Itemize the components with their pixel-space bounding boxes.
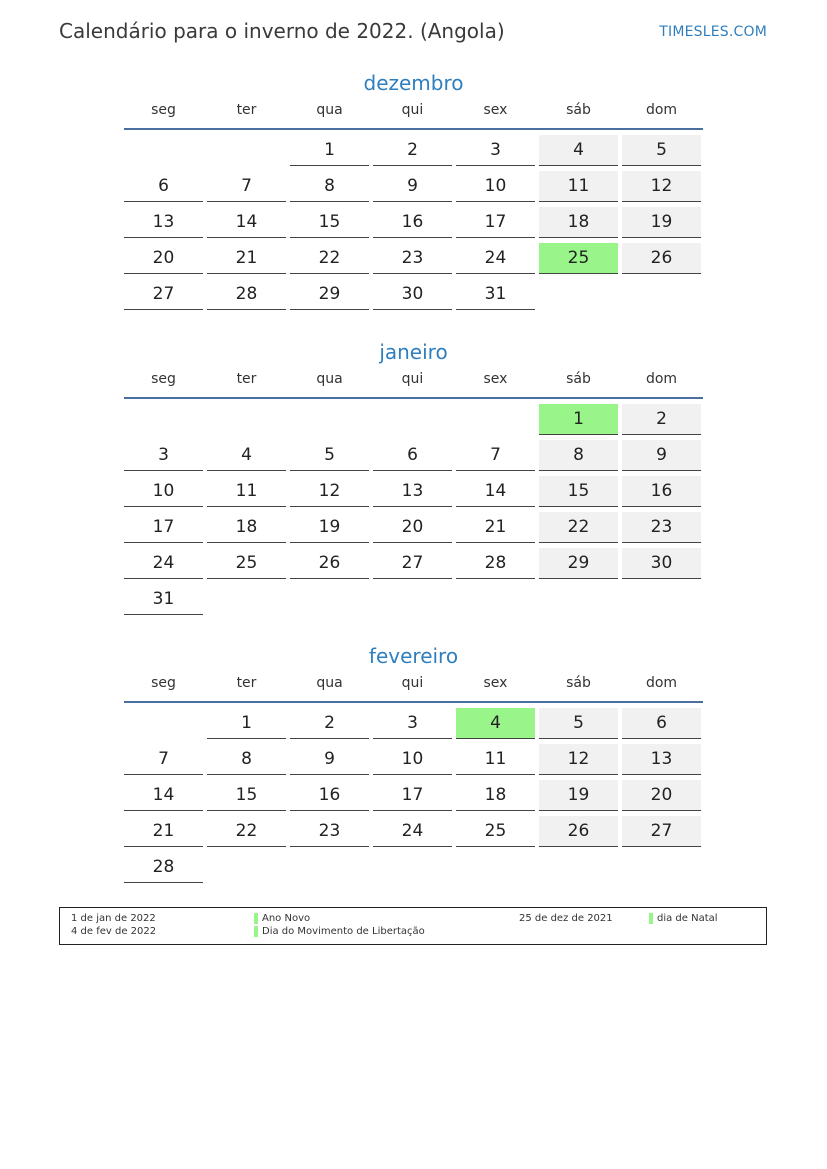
- day-cell: 9: [290, 744, 369, 775]
- week-row: [124, 548, 703, 584]
- weekday-label: seg: [151, 102, 176, 118]
- weekday-label: qui: [401, 371, 424, 387]
- weekday-label: sex: [483, 102, 508, 118]
- empty-cell: [456, 404, 535, 435]
- day-cell: 29: [290, 279, 369, 310]
- day-cell: 18: [207, 512, 286, 543]
- weekend-day-cell: 15: [539, 476, 618, 507]
- weekend-day-cell: 20: [622, 780, 701, 811]
- week-row: [124, 744, 703, 780]
- day-cell: 16: [290, 780, 369, 811]
- weekend-day-cell: 26: [539, 816, 618, 847]
- day-cell: 30: [373, 279, 452, 310]
- week-row: [124, 135, 703, 171]
- weekend-day-cell: 12: [539, 744, 618, 775]
- holiday-marker: [254, 926, 258, 937]
- day-cell: 31: [124, 584, 203, 615]
- weekday-label: ter: [236, 371, 257, 387]
- day-cell: 25: [456, 816, 535, 847]
- holiday-day-cell: 25: [539, 243, 618, 274]
- weekday-label: qua: [316, 371, 343, 387]
- weekend-day-cell: 8: [539, 440, 618, 471]
- week-row: [124, 476, 703, 512]
- empty-cell: [124, 135, 203, 166]
- day-cell: 14: [207, 207, 286, 238]
- weekday-header: [124, 102, 703, 128]
- legend-date: 1 de jan de 2022: [71, 913, 156, 924]
- empty-cell: [290, 584, 369, 615]
- day-cell: 13: [124, 207, 203, 238]
- day-cell: 3: [124, 440, 203, 471]
- empty-cell: [124, 708, 203, 739]
- weekday-label: ter: [236, 675, 257, 691]
- weekday-label: qua: [316, 675, 343, 691]
- week-row: [124, 243, 703, 279]
- header-rule: [124, 128, 703, 130]
- week-row: [124, 816, 703, 852]
- day-cell: 20: [373, 512, 452, 543]
- weekend-day-cell: 26: [622, 243, 701, 274]
- day-cell: 20: [124, 243, 203, 274]
- weekend-day-cell: 5: [539, 708, 618, 739]
- weekend-day-cell: 16: [622, 476, 701, 507]
- day-cell: 10: [124, 476, 203, 507]
- week-row: [124, 404, 703, 440]
- day-cell: 25: [207, 548, 286, 579]
- weekend-day-cell: 23: [622, 512, 701, 543]
- month-calendar-january: [124, 337, 703, 620]
- day-cell: 1: [207, 708, 286, 739]
- weekend-day-cell: 18: [539, 207, 618, 238]
- week-row: [124, 780, 703, 816]
- holiday-legend: [59, 907, 767, 945]
- empty-cell: [290, 404, 369, 435]
- month-title: dezembro: [363, 71, 464, 95]
- holiday-day-cell: 4: [456, 708, 535, 739]
- day-cell: 2: [290, 708, 369, 739]
- day-cell: 9: [373, 171, 452, 202]
- empty-cell: [207, 584, 286, 615]
- day-cell: 6: [124, 171, 203, 202]
- weekday-label: sáb: [566, 371, 591, 387]
- weekend-day-cell: 6: [622, 708, 701, 739]
- day-cell: 7: [207, 171, 286, 202]
- weekday-label: dom: [645, 102, 678, 118]
- day-cell: 1: [290, 135, 369, 166]
- day-cell: 15: [290, 207, 369, 238]
- day-cell: 21: [124, 816, 203, 847]
- weekday-label: qui: [401, 675, 424, 691]
- weekday-label: qua: [316, 102, 343, 118]
- weekday-label: dom: [645, 675, 678, 691]
- weekday-label: qui: [401, 102, 424, 118]
- header-rule: [124, 397, 703, 399]
- day-cell: 22: [207, 816, 286, 847]
- holiday-day-cell: 1: [539, 404, 618, 435]
- day-cell: 8: [207, 744, 286, 775]
- holiday-marker: [254, 913, 258, 924]
- week-row: [124, 171, 703, 207]
- day-cell: 17: [124, 512, 203, 543]
- empty-cell: [373, 404, 452, 435]
- day-cell: 12: [290, 476, 369, 507]
- day-cell: 10: [373, 744, 452, 775]
- weekday-label: sex: [483, 675, 508, 691]
- day-cell: 11: [456, 744, 535, 775]
- day-cell: 22: [290, 243, 369, 274]
- legend-date: 25 de dez de 2021: [519, 913, 613, 924]
- legend-date: 4 de fev de 2022: [71, 926, 157, 937]
- empty-cell: [539, 852, 618, 883]
- page-title: Calendário para o inverno de 2022. (Angola): [59, 19, 505, 43]
- day-cell: 19: [290, 512, 369, 543]
- header-rule: [124, 701, 703, 703]
- day-cell: 21: [207, 243, 286, 274]
- weekday-label: seg: [151, 371, 176, 387]
- month-title: janeiro: [379, 340, 448, 364]
- weekend-day-cell: 11: [539, 171, 618, 202]
- day-cell: 3: [373, 708, 452, 739]
- empty-cell: [456, 584, 535, 615]
- day-cell: 11: [207, 476, 286, 507]
- weekend-day-cell: 12: [622, 171, 701, 202]
- legend-holiday-name: dia de Natal: [657, 913, 718, 924]
- week-row: [124, 279, 703, 315]
- weekend-day-cell: 13: [622, 744, 701, 775]
- weekday-label: dom: [645, 371, 678, 387]
- week-row: [124, 440, 703, 476]
- day-cell: 21: [456, 512, 535, 543]
- month-calendar-february: [124, 641, 703, 888]
- day-cell: 17: [373, 780, 452, 811]
- week-row: [124, 207, 703, 243]
- legend-holiday-name: Ano Novo: [262, 913, 311, 924]
- empty-cell: [290, 852, 369, 883]
- day-cell: 24: [456, 243, 535, 274]
- weekday-label: ter: [236, 102, 257, 118]
- weekend-day-cell: 22: [539, 512, 618, 543]
- day-cell: 18: [456, 780, 535, 811]
- weekday-header: [124, 675, 703, 701]
- day-cell: 27: [373, 548, 452, 579]
- empty-cell: [373, 852, 452, 883]
- day-cell: 26: [290, 548, 369, 579]
- day-cell: 8: [290, 171, 369, 202]
- weekend-day-cell: 19: [539, 780, 618, 811]
- day-cell: 23: [373, 243, 452, 274]
- empty-cell: [207, 404, 286, 435]
- day-cell: 15: [207, 780, 286, 811]
- weekend-day-cell: 9: [622, 440, 701, 471]
- day-cell: 24: [373, 816, 452, 847]
- day-cell: 23: [290, 816, 369, 847]
- day-cell: 31: [456, 279, 535, 310]
- empty-cell: [456, 852, 535, 883]
- day-cell: 13: [373, 476, 452, 507]
- day-cell: 6: [373, 440, 452, 471]
- empty-cell: [207, 852, 286, 883]
- site-link[interactable]: TIMESLES.COM: [659, 24, 767, 40]
- week-row: [124, 512, 703, 548]
- week-row: [124, 708, 703, 744]
- day-cell: 4: [207, 440, 286, 471]
- empty-cell: [373, 584, 452, 615]
- day-cell: 16: [373, 207, 452, 238]
- weekday-label: sex: [483, 371, 508, 387]
- month-calendar-december: [124, 68, 703, 315]
- day-cell: 14: [124, 780, 203, 811]
- weekend-day-cell: 29: [539, 548, 618, 579]
- weekday-label: sáb: [566, 675, 591, 691]
- empty-cell: [124, 404, 203, 435]
- day-cell: 28: [124, 852, 203, 883]
- day-cell: 7: [456, 440, 535, 471]
- weekday-label: seg: [151, 675, 176, 691]
- day-cell: 27: [124, 279, 203, 310]
- weekday-label: sáb: [566, 102, 591, 118]
- empty-cell: [622, 852, 701, 883]
- month-title: fevereiro: [368, 644, 459, 668]
- day-cell: 14: [456, 476, 535, 507]
- day-cell: 7: [124, 744, 203, 775]
- legend-holiday-name: Dia do Movimento de Libertação: [262, 926, 425, 937]
- weekend-day-cell: 5: [622, 135, 701, 166]
- weekend-day-cell: 27: [622, 816, 701, 847]
- day-cell: 3: [456, 135, 535, 166]
- weekday-header: [124, 371, 703, 397]
- weekend-day-cell: 4: [539, 135, 618, 166]
- weekend-day-cell: 2: [622, 404, 701, 435]
- week-row: [124, 584, 703, 620]
- empty-cell: [622, 584, 701, 615]
- weekend-day-cell: 30: [622, 548, 701, 579]
- empty-cell: [207, 135, 286, 166]
- empty-cell: [622, 279, 701, 310]
- empty-cell: [539, 279, 618, 310]
- day-cell: 24: [124, 548, 203, 579]
- empty-cell: [539, 584, 618, 615]
- day-cell: 17: [456, 207, 535, 238]
- day-cell: 5: [290, 440, 369, 471]
- day-cell: 2: [373, 135, 452, 166]
- day-cell: 10: [456, 171, 535, 202]
- weekend-day-cell: 19: [622, 207, 701, 238]
- week-row: [124, 852, 703, 888]
- day-cell: 28: [456, 548, 535, 579]
- day-cell: 28: [207, 279, 286, 310]
- holiday-marker: [649, 913, 653, 924]
